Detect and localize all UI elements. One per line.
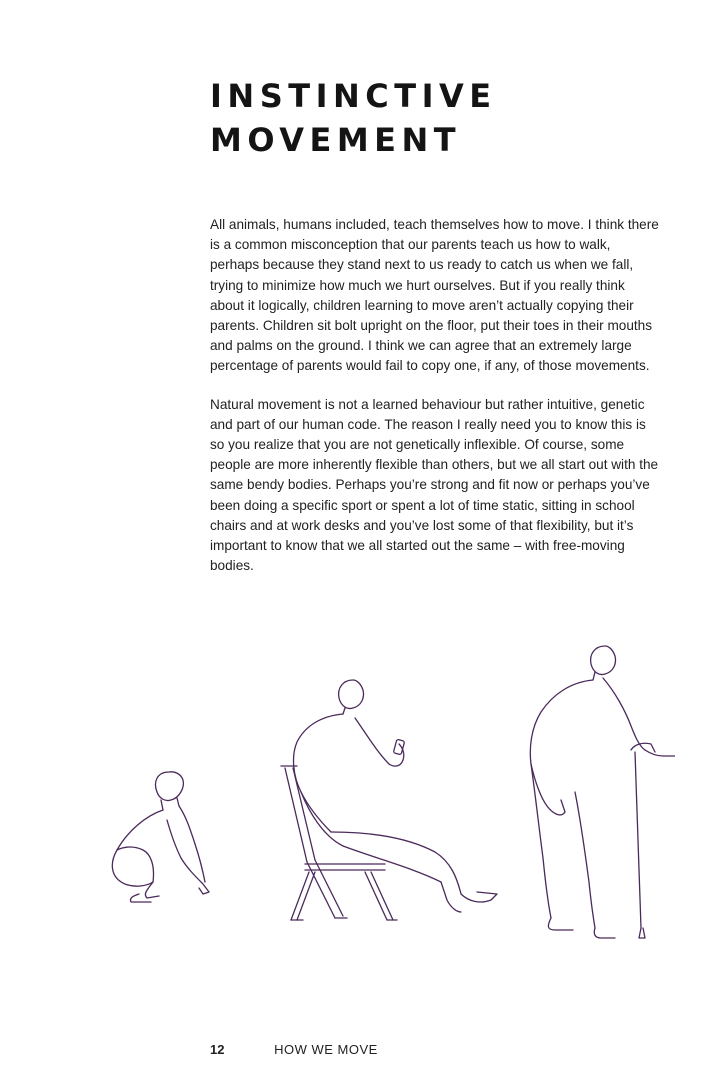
- paragraph-1: All animals, humans included, teach themselves how to move. I think there is a common misconception that our parents teach us how to walk, perhaps because they stand next to us ready to catch us when we fall, trying to minimize how much we hurt ourselves. But if you really think about it logically, children learning to move aren’t actually copying their parents. Children sit bolt upright on the floor, put their toes in their mouths and palms on the ground. I think we can agree that an extremely large percentage of parents would fail to copy one, if any, of those movements.: [210, 217, 659, 374]
- title-line-2: MOVEMENT: [210, 121, 462, 159]
- paragraph-2: Natural movement is not a learned behaviour but rather intuitive, genetic and part of our human code. The reason I really need you to know this is so you realize that you are not genetically inflexible. Of course, some people are more inherently flexible than others, but we all start out with the same bendy bodies. Perhaps you’re strong and fit now or perhaps you’ve been doing a specific sport or spent a lot of time static, sitting in school chairs and at work desks and you’ve lost some of that flexibility, but it’s important to know that we all started out the same – with free-moving bodies.: [210, 396, 659, 574]
- page-footer: [210, 1042, 378, 1057]
- body-text: [210, 215, 660, 594]
- movement-illustration: [95, 632, 675, 952]
- title-line-1: INSTINCTIVE: [210, 77, 497, 115]
- elderly-man-with-cane-figure: [530, 646, 675, 938]
- page-number: 12: [210, 1042, 225, 1057]
- section-title: HOW WE MOVE: [274, 1042, 378, 1057]
- squatting-child-figure: [112, 772, 209, 902]
- seated-adult-with-phone-figure: [281, 680, 497, 920]
- page-title: [210, 74, 497, 162]
